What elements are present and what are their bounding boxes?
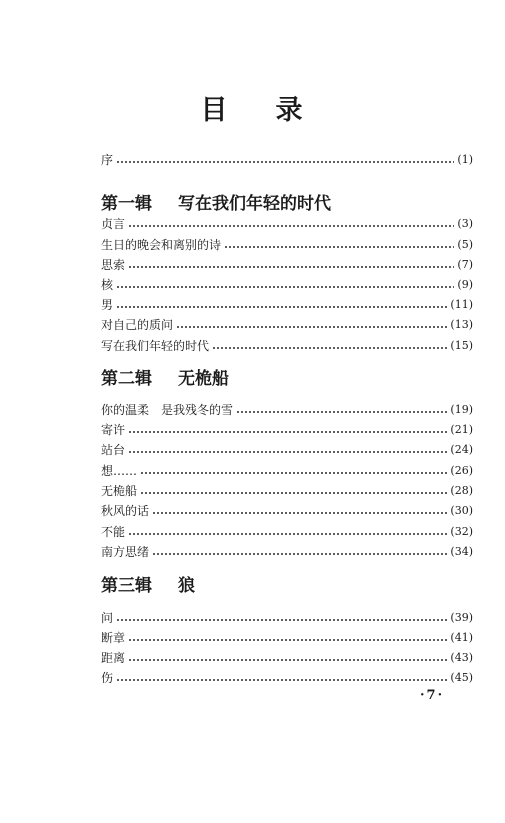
toc-entry[interactable] [101, 257, 473, 273]
toc-entry-page: (45) [450, 671, 473, 684]
toc-entry[interactable] [101, 216, 473, 232]
toc-entry-page: (9) [457, 278, 473, 291]
title-part-1: 目 [200, 95, 230, 126]
toc-entry[interactable] [101, 483, 473, 499]
section-title: 狼 [178, 576, 195, 596]
toc-entry-page: (7) [457, 258, 473, 271]
leader-dots [116, 286, 454, 288]
toc-entry-page: (30) [450, 504, 473, 517]
toc-entry-label: 无桅船 [101, 484, 138, 498]
toc-entry[interactable] [101, 524, 473, 540]
leader-dots [176, 326, 447, 328]
leader-dots [152, 512, 447, 514]
toc-entry-label: 生日的晚会和离别的诗 [101, 238, 222, 252]
toc-entry-page: (15) [450, 339, 473, 352]
leader-dots [128, 266, 454, 268]
toc-entry[interactable] [101, 338, 473, 354]
toc-entry[interactable] [101, 297, 473, 313]
toc-entry-label: 断章 [101, 631, 126, 645]
leader-dots [212, 347, 447, 349]
leader-dots [128, 431, 447, 433]
toc-entry[interactable] [101, 503, 473, 519]
toc-entry[interactable] [101, 402, 473, 418]
leader-dots [140, 492, 447, 494]
toc-entry[interactable] [101, 422, 473, 438]
toc-entry-label: 你的温柔 是我残冬的雪 [101, 403, 234, 417]
toc-entry-label: 写在我们年轻的时代 [101, 339, 210, 353]
leader-dots [140, 472, 447, 474]
leader-dots [116, 161, 454, 163]
section-title: 写在我们年轻的时代 [178, 194, 331, 214]
leader-dots [128, 225, 454, 227]
page-number: ·7· [420, 688, 445, 703]
toc-entry-label: 问 [101, 611, 114, 625]
toc-entry-page: (13) [450, 318, 473, 331]
page-title [0, 88, 505, 127]
leader-dots [116, 306, 447, 308]
section-heading-3 [101, 575, 195, 597]
leader-dots [128, 451, 447, 453]
toc-entry-page: (3) [457, 217, 473, 230]
toc-entry-label: 核 [101, 278, 114, 292]
leader-dots [152, 553, 447, 555]
toc-entry[interactable] [101, 277, 473, 293]
toc-entry-page: (21) [450, 423, 473, 436]
toc-entry-label: 站台 [101, 443, 126, 457]
toc-entry-page: (34) [450, 545, 473, 558]
toc-entry-page: (26) [450, 464, 473, 477]
leader-dots [236, 411, 447, 413]
section-number: 第二辑 [101, 369, 152, 389]
toc-entry-label: 寄许 [101, 423, 126, 437]
leader-dots [224, 246, 454, 248]
toc-entry[interactable] [101, 544, 473, 560]
toc-entry-preface[interactable] [101, 152, 473, 168]
toc-entry-label: 思索 [101, 258, 126, 272]
toc-entry-label: 对自己的质问 [101, 318, 174, 332]
toc-entry-label: 南方思绪 [101, 545, 150, 559]
section-title: 无桅船 [178, 369, 229, 389]
toc-entry[interactable] [101, 237, 473, 253]
toc-entry-label: 秋风的话 [101, 504, 150, 518]
toc-entry-label: 想…… [101, 464, 138, 478]
title-part-2: 录 [275, 95, 305, 126]
toc-entry-label: 贞言 [101, 217, 126, 231]
section-heading-1 [101, 193, 331, 215]
toc-entry-label: 不能 [101, 525, 126, 539]
toc-entry-page: (1) [457, 153, 473, 166]
toc-entry-page: (11) [450, 298, 473, 311]
toc-entry-page: (39) [450, 611, 473, 624]
toc-entry-label: 男 [101, 298, 114, 312]
toc-entry-page: (28) [450, 484, 473, 497]
toc-entry-page: (32) [450, 525, 473, 538]
toc-entry-label: 距离 [101, 651, 126, 665]
section-number: 第一辑 [101, 194, 152, 214]
toc-entry-page: (19) [450, 403, 473, 416]
leader-dots [116, 679, 447, 681]
toc-entry[interactable] [101, 463, 473, 479]
toc-entry-page: (41) [450, 631, 473, 644]
leader-dots [128, 639, 447, 641]
toc-entry[interactable] [101, 630, 473, 646]
leader-dots [116, 619, 447, 621]
toc-entry[interactable] [101, 650, 473, 666]
toc-entry[interactable] [101, 670, 473, 686]
leader-dots [128, 659, 447, 661]
toc-entry[interactable] [101, 610, 473, 626]
toc-entry-page: (5) [457, 238, 473, 251]
toc-entry-page: (43) [450, 651, 473, 664]
toc-entry[interactable] [101, 442, 473, 458]
toc-entry-page: (24) [450, 443, 473, 456]
toc-entry-label: 伤 [101, 671, 114, 685]
section-heading-2 [101, 368, 229, 390]
toc-entry-label: 序 [101, 153, 114, 167]
leader-dots [128, 533, 447, 535]
toc-entry[interactable] [101, 317, 473, 333]
section-number: 第三辑 [101, 576, 152, 596]
